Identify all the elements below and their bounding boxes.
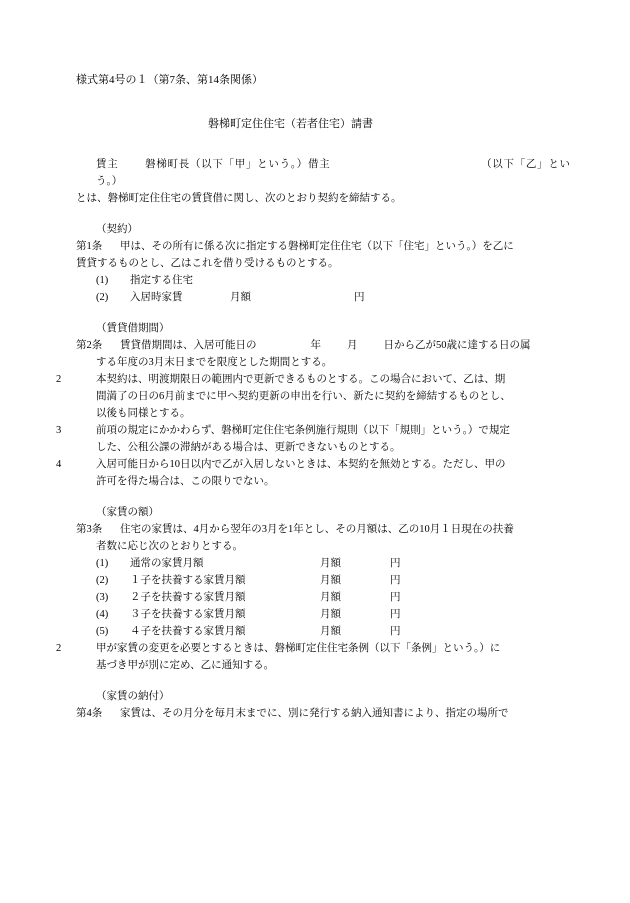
clause-2-para-4-line2: 許可を得た場合は、この限りでない。	[96, 475, 275, 487]
row-label: １子を扶養する家賃月額	[130, 574, 246, 586]
row-label: ３子を扶養する家賃月額	[130, 608, 246, 620]
list-item	[76, 272, 570, 289]
paragraph-text: 入居可能日から10日以内で乙が入居しないときは、本契約を無効とする。ただし、甲の	[96, 458, 506, 470]
clause-3-para-2	[56, 640, 570, 657]
table-row	[76, 589, 570, 606]
clause-3-text: 住宅の家賃は、4月から翌年の3月を1年とし、その月額は、乙の10月１日現在の扶養	[120, 523, 514, 535]
table-row	[76, 606, 570, 623]
lessor-name: 磐梯町長（以下「甲」という。）	[144, 158, 308, 170]
lessor-label: 賃主	[96, 158, 119, 170]
page-title: 磐梯町定住住宅（若者住宅）請書	[208, 117, 373, 130]
preamble-line1	[76, 156, 570, 190]
row-number: (5)	[96, 625, 109, 637]
item-number: (1)	[96, 274, 109, 286]
clause-2-year: 年	[310, 339, 321, 351]
item-number: (2)	[96, 291, 109, 303]
list-item	[76, 289, 570, 306]
row-unit: 円	[390, 574, 401, 586]
lessee-note: （以下「乙」という。）	[96, 158, 571, 187]
row-label: ２子を扶養する家賃月額	[130, 591, 246, 603]
paragraph-number: 2	[56, 373, 62, 385]
row-unit: 円	[390, 591, 401, 603]
section-heading-term: （賃貸借期間）	[96, 322, 170, 334]
row-monthly-label: 月額	[320, 591, 341, 603]
clause-1-label: 第1条	[76, 240, 103, 252]
clause-2-line1	[76, 337, 570, 354]
clause-2-para-3-line2: した、公租公課の滞納がある場合は、更新できないものとする。	[96, 441, 401, 453]
paragraph-text: 甲が家賃の変更を必要とするときは、磐梯町定住住宅条例（以下「条例」という。）に	[96, 642, 501, 654]
row-label: 通常の家賃月額	[130, 557, 204, 569]
clause-2-para-2-line2: 間満了の日の6月前までに甲へ契約更新の申出を行い、新たに契約を締結するものとし、	[96, 390, 511, 402]
row-number: (1)	[96, 557, 109, 569]
clause-2-label: 第2条	[76, 339, 103, 351]
row-number: (2)	[96, 574, 109, 586]
clause-2-para-2-line3: 以後も同様とする。	[96, 407, 191, 419]
paragraph-text: 前項の規定にかかわらず、磐梯町定住住宅条例施行規則（以下「規則」という。）で規定	[96, 424, 510, 436]
section-heading-rent-payment: （家賃の納付）	[96, 690, 170, 702]
form-number: 様式第4号の１（第7条、第14条関係）	[76, 74, 263, 86]
row-unit: 円	[390, 625, 401, 637]
clause-2-para-2	[56, 371, 570, 388]
lessee-label: 借主	[307, 158, 331, 170]
section-heading-rent-amount: （家賃の額）	[96, 506, 159, 518]
table-row	[76, 572, 570, 589]
item-label: 入居時家賃	[130, 291, 183, 303]
spacer-1	[76, 207, 570, 221]
clause-2-para-3	[56, 422, 570, 439]
clause-4-line1	[76, 705, 570, 722]
row-number: (4)	[96, 608, 109, 620]
paragraph-number: 4	[56, 458, 62, 470]
row-monthly-label: 月額	[320, 608, 341, 620]
row-monthly-label: 月額	[320, 557, 341, 569]
row-label: ４子を扶養する家賃月額	[130, 625, 246, 637]
clause-2-text-b: 日から乙が50歳に達する日の属	[383, 339, 531, 351]
item-monthly-label: 月額	[230, 291, 251, 303]
spacer-2	[76, 306, 570, 320]
row-number: (3)	[96, 591, 109, 603]
clause-4-text: 家賃は、その月分を毎月末までに、別に発行する納入通知書により、指定の場所で	[120, 707, 509, 719]
row-monthly-label: 月額	[320, 574, 341, 586]
paragraph-number: 2	[56, 642, 62, 654]
table-row	[76, 555, 570, 572]
clause-1-text: 甲は、その所有に係る次に指定する磐梯町定住住宅（以下「住宅」という。）を乙に	[120, 240, 514, 252]
table-row	[76, 623, 570, 640]
clause-4-label: 第4条	[76, 707, 103, 719]
item-unit: 円	[354, 291, 365, 303]
clause-1-line2: 賃貸するものとし、乙はこれを借り受けるものとする。	[76, 257, 339, 269]
section-heading-contract: （契約）	[96, 223, 138, 235]
paragraph-number: 3	[56, 424, 62, 436]
clause-3-line1	[76, 521, 570, 538]
clause-3-label: 第3条	[76, 523, 103, 535]
row-monthly-label: 月額	[320, 625, 341, 637]
spacer-4	[76, 674, 570, 688]
clause-3-para-2-line2: 基づき甲が別に定め、乙に通知する。	[96, 659, 275, 671]
clause-2-line2: する年度の3月末日までを限度とした期間とする。	[96, 356, 333, 368]
clause-2-text-a: 賃貸借期間は、入居可能日の	[120, 339, 257, 351]
item-label: 指定する住宅	[130, 274, 193, 286]
clause-1-line1	[76, 238, 570, 255]
spacer-3	[76, 490, 570, 504]
clause-3-line2: 者数に応じ次のとおりとする。	[96, 540, 243, 552]
row-unit: 円	[390, 608, 401, 620]
clause-2-month: 月	[347, 339, 358, 351]
clause-2-para-4	[56, 456, 570, 473]
preamble-line2: とは、磐梯町定住住宅の賃貸借に関し、次のとおり契約を締結する。	[76, 192, 402, 204]
paragraph-text: 本契約は、明渡期限日の範囲内で更新できるものとする。この場合において、乙は、期	[96, 373, 506, 385]
row-unit: 円	[390, 557, 401, 569]
